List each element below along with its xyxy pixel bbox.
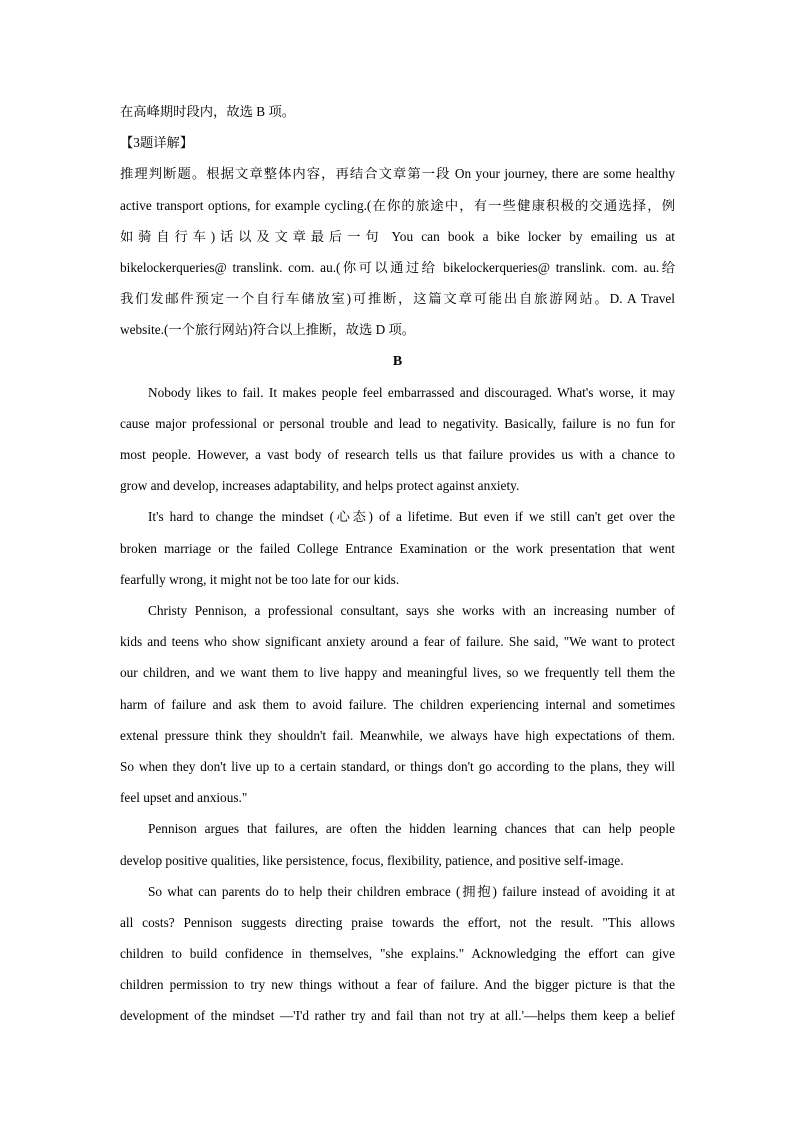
explanation-block	[120, 96, 675, 346]
text-line: cause major professional or personal trouble and lead to negativity. Basically, failure is no fun for	[120, 415, 675, 431]
text-line: develop positive qualities, like persistence, focus, flexibility, patience, and positive self-image.	[120, 852, 624, 868]
text-line: grow and develop, increases adaptability, and helps protect against anxiety.	[120, 478, 520, 494]
text-line: Christy Pennison, a professional consultant, says she works with an increasing number of	[148, 603, 675, 618]
text-line: Nobody likes to fail. It makes people feel embarrassed and discouraged. What's worse, it may	[148, 384, 675, 400]
text-line: So what can parents do to help their children embrace (拥抱) failure instead of avoiding it at	[148, 883, 675, 899]
text-line: kids and teens who show significant anxiety around a fear of failure. She said, "We want to protect	[120, 634, 675, 650]
text-line: Pennison argues that failures, are often the hidden learning chances that can help people	[148, 821, 675, 837]
text-line: broken marriage or the failed College Entrance Examination or the work presentation that went	[120, 540, 675, 556]
question-3-label: 【3题详解】	[120, 135, 194, 151]
section-heading: B	[392, 353, 403, 369]
text-line: 我们发邮件预定一个自行车储放室)可推断，这篇文章可能出自旅游网站。D. A Travel	[120, 291, 675, 307]
text-line: fearfully wrong, it might not be too late for our kids.	[120, 571, 400, 587]
text-line: development of the mindset —'I'd rather try and fail than not try at all.'—helps them keep a belief	[120, 1008, 675, 1024]
text-line: It's hard to change the mindset (心态) of a lifetime. But even if we still can't get over the	[148, 509, 675, 525]
text-line: So when they don't live up to a certain standard, or things don't go according to the plans, they will	[120, 758, 675, 774]
text-line: 推理判断题。根据文章整体内容，再结合文章第一段 On your journey, there are some healthy	[120, 166, 675, 182]
passage-b	[120, 377, 675, 1032]
text-line: bikelockerqueries@ translink. com. au.(你可以通过给 bikelockerqueries@ translink. com. au.给	[120, 259, 675, 275]
text-line: feel upset and anxious."	[120, 790, 248, 806]
text-line: website.(一个旅行网站)符合以上推断，故选 D 项。	[120, 322, 416, 338]
text-line: most people. However, a vast body of research tells us that failure provides us with a chance to	[120, 447, 675, 463]
text-line: harm of failure and ask them to avoid failure. The children experiencing internal and sometimes	[120, 696, 675, 712]
document-page	[120, 96, 675, 1032]
text-line: all costs? Pennison suggests directing praise towards the effort, not the result. "This allows	[120, 914, 675, 930]
text-line: children permission to try new things without a fear of failure. And the bigger picture is that the	[120, 977, 675, 993]
text-line: extenal pressure think they shouldn't fail. Meanwhile, we always have high expectations of them.	[120, 727, 675, 743]
text-line: 在高峰期时段内，故选 B 项。	[120, 104, 296, 119]
text-line: 如骑自行车)话以及文章最后一句 You can book a bike locker by emailing us at	[120, 228, 675, 244]
text-line: active transport options, for example cycling.(在你的旅途中，有一些健康积极的交通选择，例	[120, 197, 675, 213]
text-line: our children, and we want them to live happy and meaningful lives, so we frequently tell them the	[120, 665, 675, 681]
text-line: children to build confidence in themselves, "she explains." Acknowledging the effort can give	[120, 946, 675, 962]
